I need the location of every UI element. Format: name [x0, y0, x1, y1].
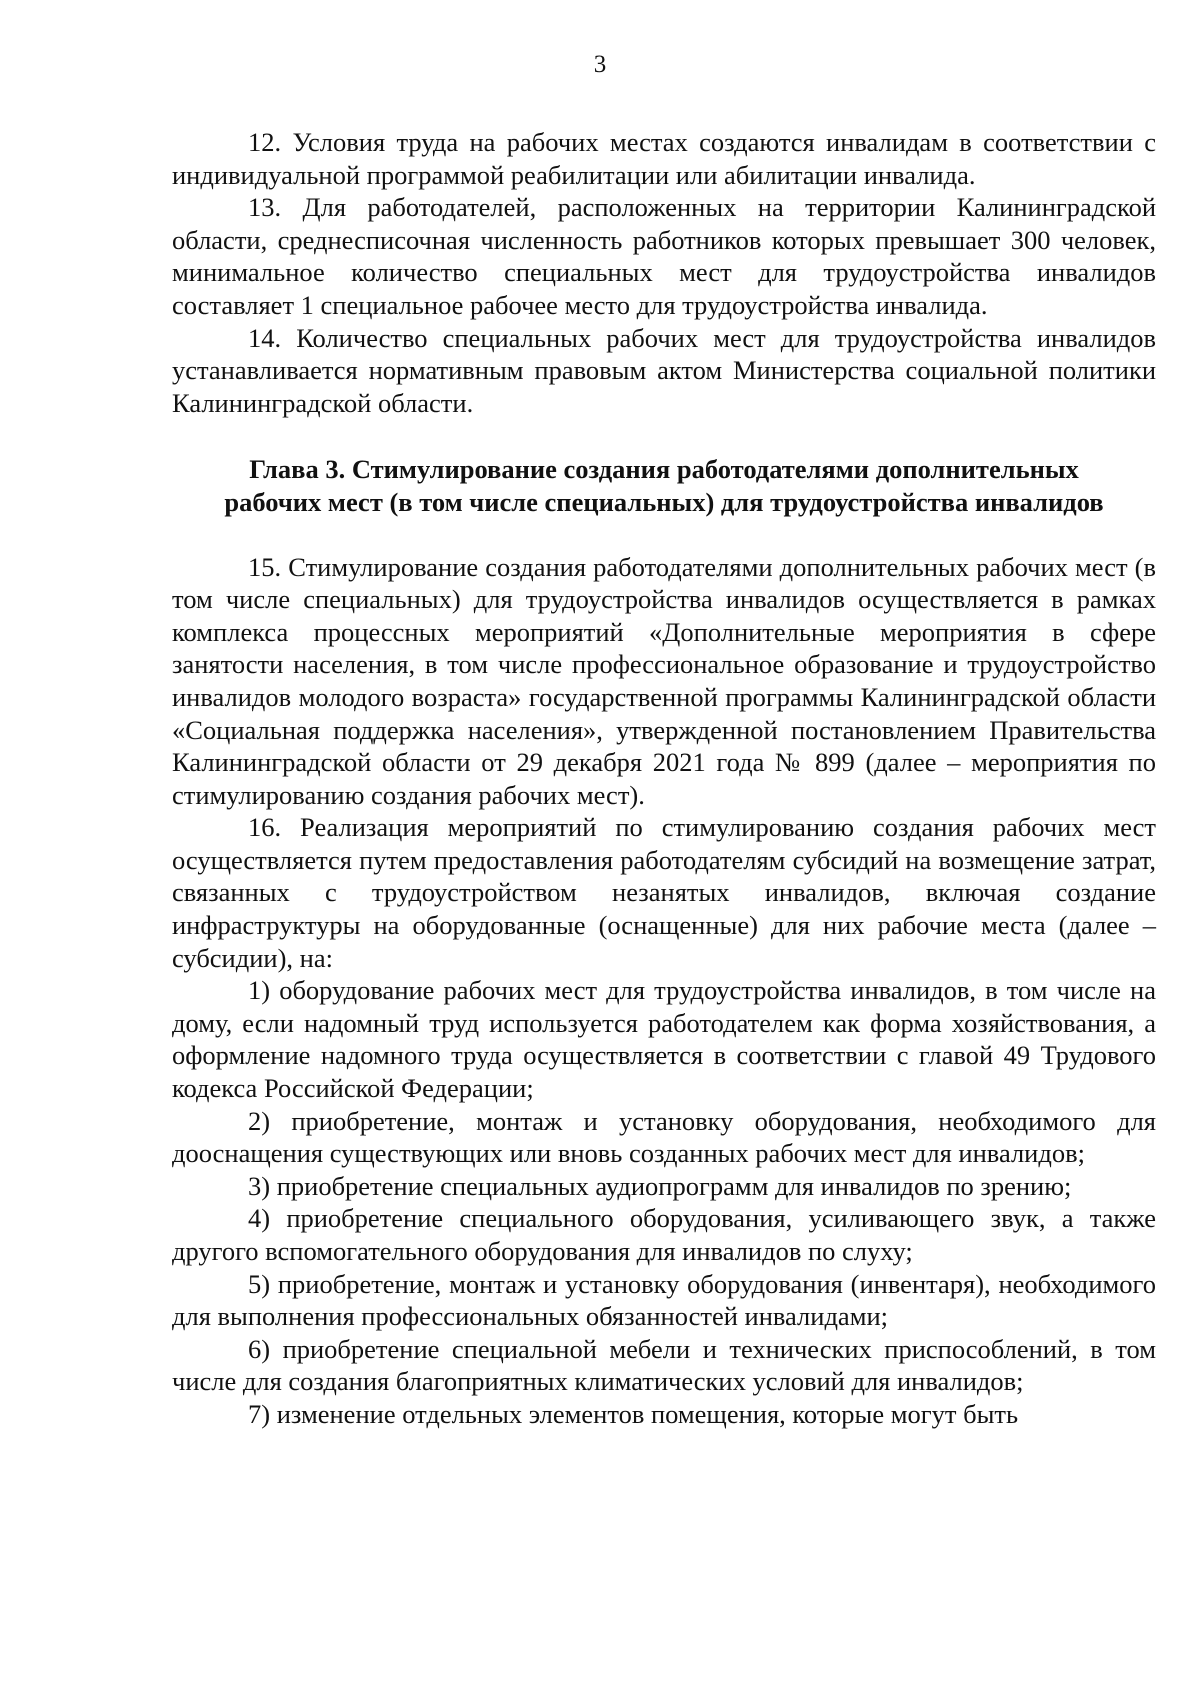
- chapter-heading: [172, 453, 1156, 518]
- list-item-3: 3) приобретение специальных аудиопрограмм для инвалидов по зрению;: [248, 1170, 1072, 1201]
- paragraph-16: 16. Реализация мероприятий по стимулированию создания рабочих мест осуществляется путем предоставления работодателям субсидий на возмещение затрат, связанных с трудоустройством незанятых инвалидов, включая создание инфраструктуры на оборудованные (оснащенные) для них рабочие места (далее – субсидии), на:: [172, 812, 1156, 973]
- list-item-1: 1) оборудование рабочих мест для трудоустройства инвалидов, в том числе на дому, если надомный труд используется работодателем как форма хозяйствования, а оформление надомного труда осуществляется в соответствии с главой 49 Трудового кодекса Российской Федерации;: [172, 975, 1156, 1104]
- list-item-4: 4) приобретение специального оборудования, усиливающего звук, а также другого вспомогательного оборудования для инвалидов по слуху;: [172, 1203, 1156, 1266]
- list-item-7: 7) изменение отдельных элементов помещения, которые могут быть: [248, 1398, 1019, 1429]
- list-item-2: 2) приобретение, монтаж и установку оборудования, необходимого для дооснащения существующих или вновь созданных рабочих мест для инвалидов;: [172, 1105, 1156, 1169]
- chapter-heading-line-2: рабочих мест (в том числе специальных) для трудоустройства инвалидов: [224, 486, 1104, 517]
- paragraph-14: 14. Количество специальных рабочих мест для трудоустройства инвалидов устанавливается нормативным правовым актом Министерства социальной политики Калининградской области.: [172, 322, 1156, 418]
- list-item-5: 5) приобретение, монтаж и установку оборудования (инвентаря), необходимого для выполнения профессиональных обязанностей инвалидами;: [172, 1268, 1156, 1332]
- paragraph-15: 15. Стимулирование создания работодателями дополнительных рабочих мест (в том числе специальных) для трудоустройства инвалидов осуществляется в рамках комплекса процессных мероприятий «Дополнительные мероприятия в сфере занятости населения, в том числе профессиональное образование и трудоустройство инвалидов молодого возраста» государственной программы Калининградской области «Социальная поддержка населения», утвержденной постановлением Правительства Калининградской области от 29 декабря 2021 года № 899 (далее – мероприятия по стимулированию создания рабочих мест).: [172, 551, 1156, 810]
- list-item-6: 6) приобретение специальной мебели и технических приспособлений, в том числе для создания благоприятных климатических условий для инвалидов;: [172, 1333, 1156, 1397]
- chapter-heading-line-1: Глава 3. Стимулирование создания работодателями дополнительных: [249, 454, 1079, 485]
- document-body: [172, 126, 1156, 1431]
- page-number: 3: [593, 51, 607, 78]
- paragraph-13: 13. Для работодателей, расположенных на территории Калининградской области, среднесписочная численность работников которых превышает 300 человек, минимальное количество специальных мест для трудоустройства инвалидов составляет 1 специальное рабочее место для трудоустройства инвалида.: [172, 192, 1156, 320]
- paragraph-12: 12. Условия труда на рабочих местах создаются инвалидам в соответствии с индивидуальной программой реабилитации или абилитации инвалида.: [172, 127, 1156, 190]
